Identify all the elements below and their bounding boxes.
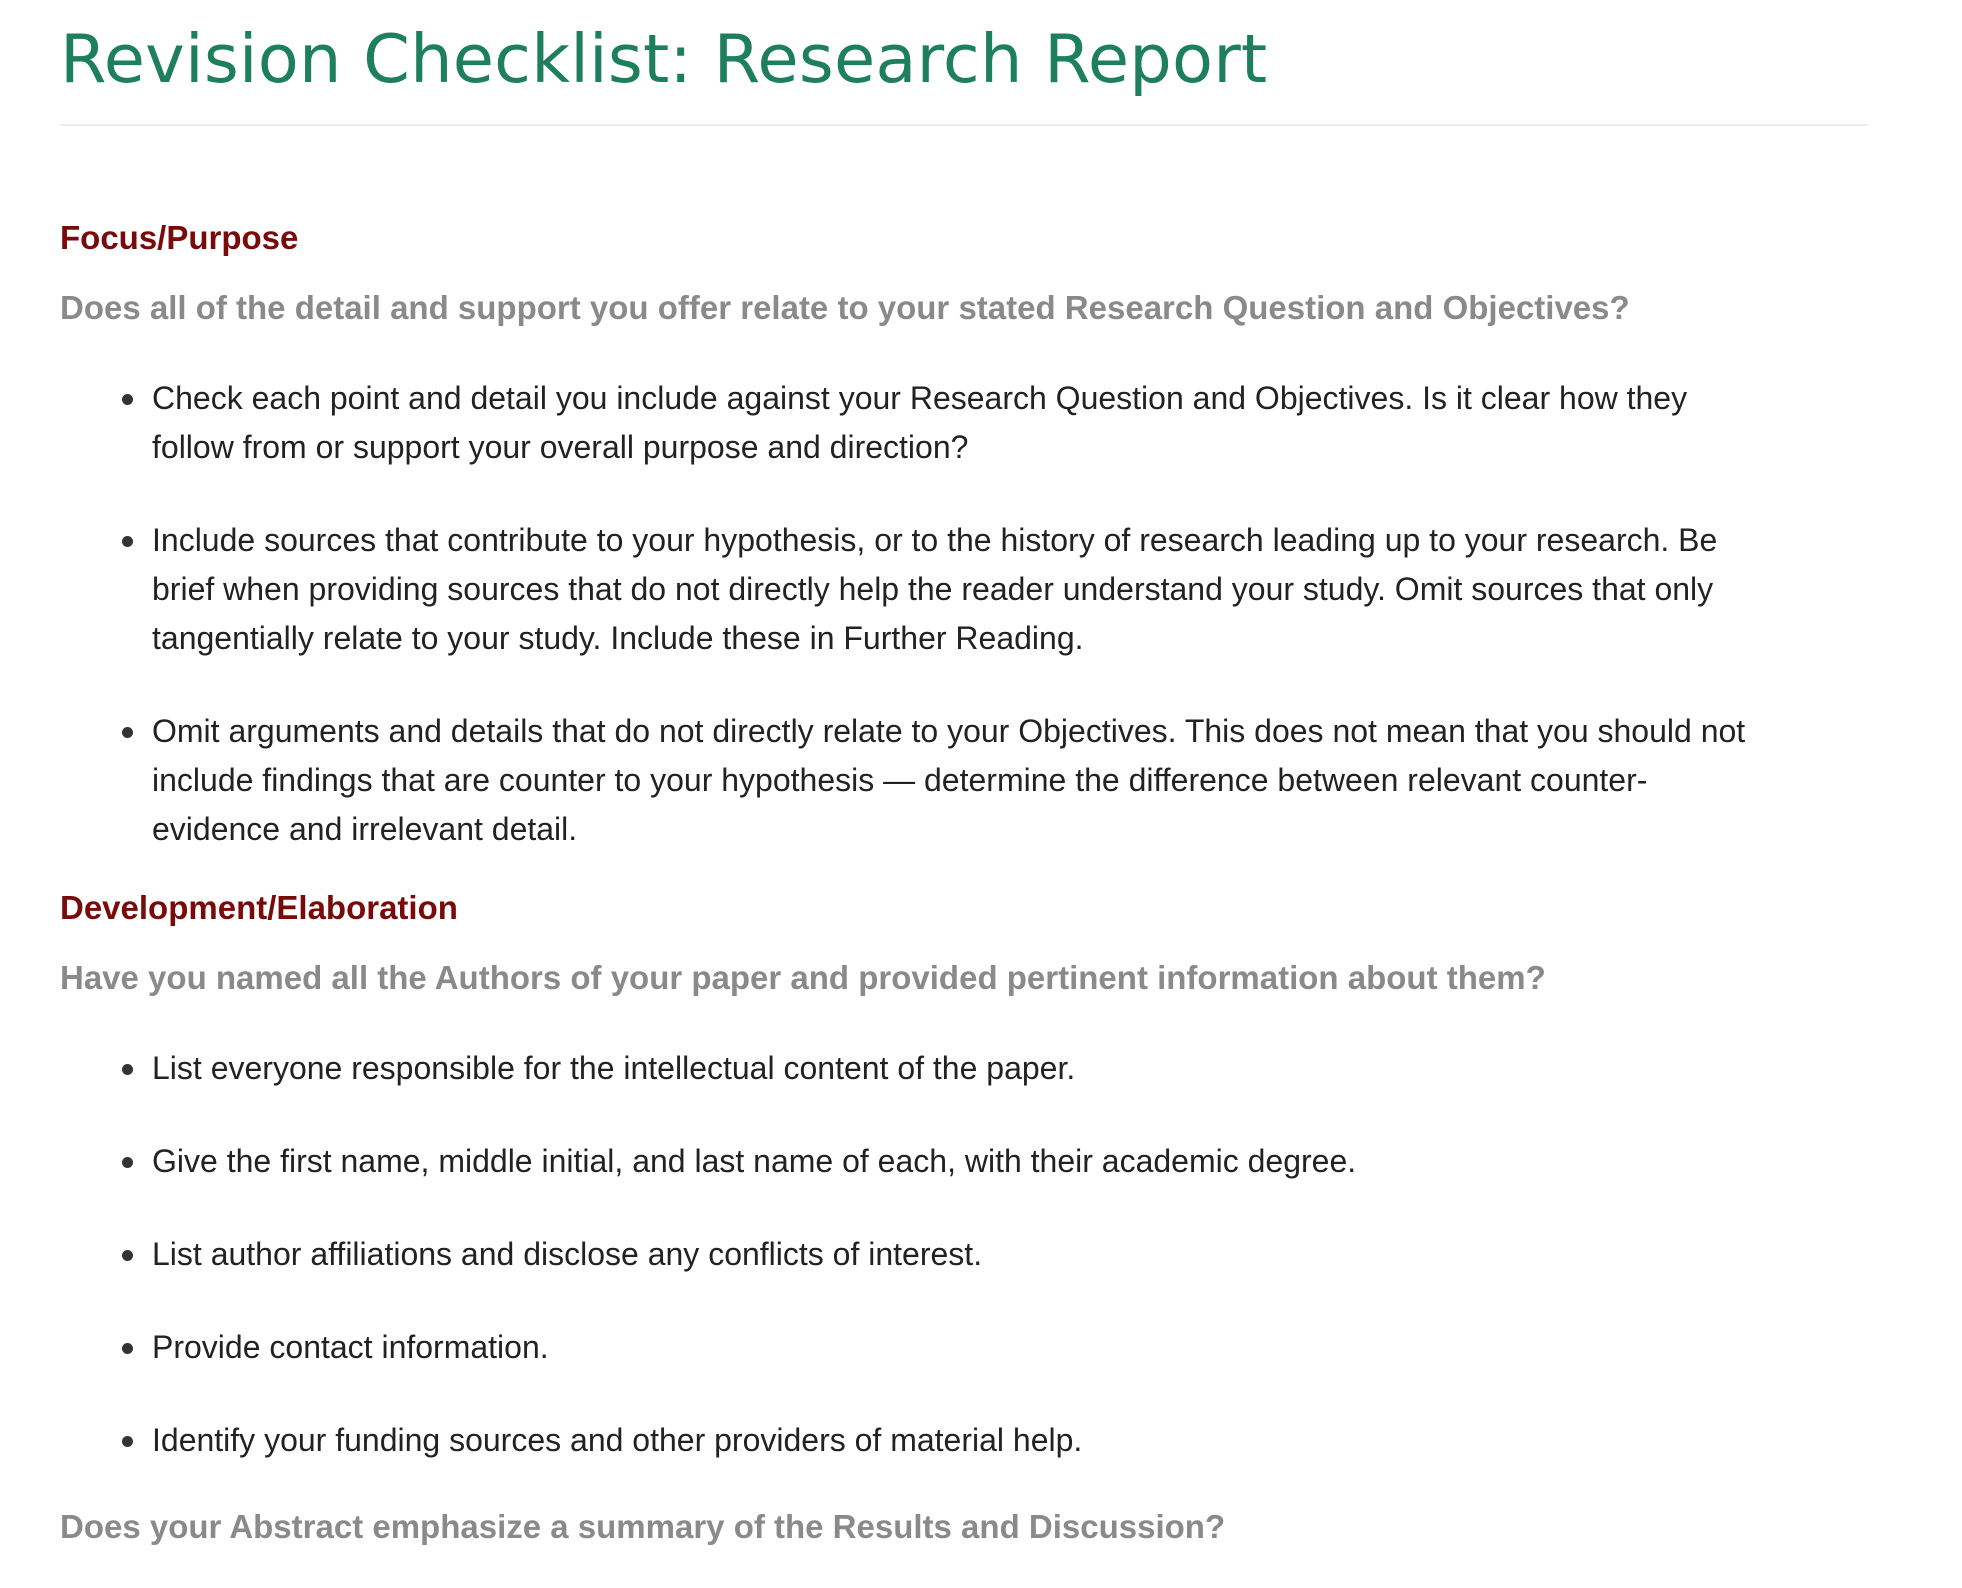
list-item-text: evidence and irrelevant detail. <box>152 811 578 847</box>
bullet-icon <box>122 394 133 405</box>
bullet-list <box>60 374 1902 854</box>
bullet-icon <box>122 1157 133 1168</box>
bullet-icon <box>122 1343 133 1354</box>
list-item <box>60 1416 1820 1465</box>
list-item-text: List everyone responsible for the intellectual content of the paper. <box>152 1050 1076 1086</box>
list-item-text: List author affiliations and disclose any conflicts of interest. <box>152 1236 983 1272</box>
list-item-text: include findings that are counter to your hypothesis — determine the difference between relevant counter- <box>152 762 1648 798</box>
list-item-text: Omit arguments and details that do not directly relate to your Objectives. This does not mean that you should not <box>152 713 1746 749</box>
list-item-text: brief when providing sources that do not directly help the reader understand your study. Omit sources that only <box>152 571 1714 607</box>
list-item <box>60 516 1820 663</box>
list-item-text: Identify your funding sources and other providers of material help. <box>152 1422 1083 1458</box>
bullet-icon <box>122 727 133 738</box>
list-item-text: Include sources that contribute to your hypothesis, or to the history of research leading up to your research. Be <box>152 522 1718 558</box>
bullet-list <box>60 1044 1902 1465</box>
bullet-icon <box>122 1064 133 1075</box>
list-item <box>60 1323 1820 1372</box>
list-item-text: Provide contact information. <box>152 1329 549 1365</box>
section-question: Have you named all the Authors of your paper and provided pertinent information about them? <box>60 959 1546 996</box>
list-item <box>60 374 1820 472</box>
list-item <box>60 1137 1820 1186</box>
list-item <box>60 707 1820 854</box>
page-title: Revision Checklist: Research Report <box>60 20 1268 98</box>
list-item-text: tangentially relate to your study. Include these in Further Reading. <box>152 620 1084 656</box>
list-item-text: Give the first name, middle initial, and last name of each, with their academic degree. <box>152 1143 1357 1179</box>
section-development-elaboration <box>60 888 1902 1547</box>
section-heading: Development/Elaboration <box>60 889 458 926</box>
list-item-text: Check each point and detail you include against your Research Question and Objectives. Is it clear how they <box>152 380 1688 416</box>
bullet-icon <box>122 1250 133 1261</box>
bullet-icon <box>122 536 133 547</box>
list-item-text: follow from or support your overall purpose and direction? <box>152 429 969 465</box>
bullet-icon <box>122 1436 133 1447</box>
section-heading: Focus/Purpose <box>60 219 299 256</box>
section-followup-question: Does your Abstract emphasize a summary of the Results and Discussion? <box>60 1508 1226 1545</box>
list-item <box>60 1230 1820 1279</box>
list-item <box>60 1044 1820 1093</box>
section-focus-purpose <box>60 218 1902 854</box>
section-question: Does all of the detail and support you offer relate to your stated Research Question and Objectives? <box>60 289 1630 326</box>
